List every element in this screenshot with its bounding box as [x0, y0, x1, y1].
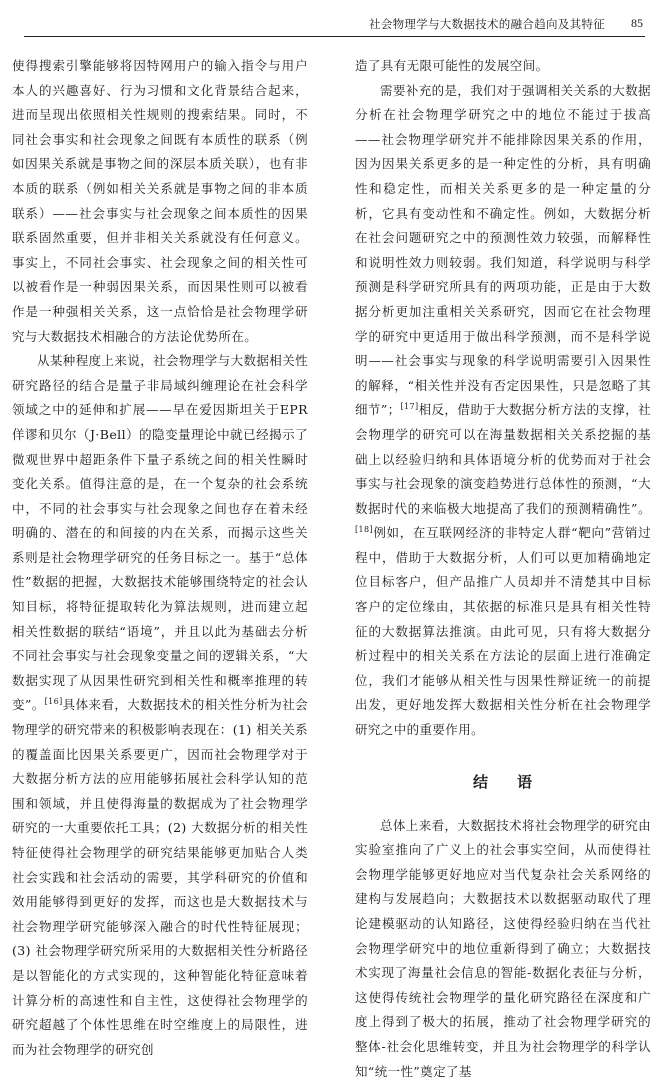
citation: [18]: [355, 525, 374, 535]
paragraph-text: 从某种程度上来说，社会物理学与大数据相关性研究路径的结合是量子非局域纠缠理论在社会科学领域之中的延伸和扩展——早在爱因斯坦关于EPR佯谬和贝尔（J·Bell）的隐变量理论中就已经揭示了微观世界中超距条件下量子系统之间的相关性瞬时变化关系。值得注意的是，在一个复杂的社会系统中，不同的社会事实与社会现象之间也存在着未经明确的、潜在的和间接的内在关系，而揭示这些关系则是社会物理学研究的任务目标之一。基于“总体性”数据的把握，大数据技术能够围绕特定的社会认知目标，将特征提取转化为算法规则，进而建立起相关性数据的联结“语境”，并且以此为基础去分析不同社会事实与社会现象变量之间的逻辑关系，“大数据实现了从因果性研究到相关性和概率推理的转变”。: [12, 353, 308, 713]
paragraph-text: 需要补充的是，我们对于强调相关关系的大数据分析在社会物理学研究之中的地位不能过于拔高——社会物理学研究并不能排除因果关系的作用，因为因果关系更多的是一种定性的分析，具有明确性和稳定性，而相关关系更多的是一种定量的分析，它具有变动性和不确定性。例如，大数据分析在社会问题研究之中的预测性效力较强，而解释性和说明性效力则较弱。我们知道，科学说明与科学预测是科学研究所具有的两项功能，正是由于大数据分析更加注重相关关系研究，因而它在社会物理学的研究中更适用于做出科学预测，而不是科学说明——社会事实与现象的科学说明需要引入因果性的解释，“相关性并没有否定因果性，只是忽略了其细节”；: [355, 82, 651, 418]
section-heading: [355, 771, 651, 792]
paragraph-text: 具体来看，大数据技术的相关性分析为社会物理学的研究带来的积极影响表现在：(1) 相关关系的覆盖面比因果关系要更广，因而社会物理学对于大数据分析方法的应用能够拓展社会科学认知的范围和领域，并且使得海量的数据成为了社会物理学研究的一大重要依托工具；(2) 大数据分析的相关性特征使得社会物理学的研究结果能够更加贴合人类社会实践和社会活动的需要，其学科研究的价值和效用能够得到更好的发挥，而这也是大数据技术与社会物理学研究能够深入融合的时代性特征展现；(3) 社会物理学研究所采用的大数据相关性分析路径是以智能化的方式实现的，这种智能化特征意味着计算分析的高速性和自主性，这使得社会物理学的研究超越了个体性思维在时空维度上的局限性，进而为社会物理学的研究创: [12, 697, 309, 1057]
citation: [17]: [400, 402, 419, 412]
citation: [16]: [44, 697, 63, 707]
page-number: 85: [631, 16, 643, 30]
paragraph: [12, 349, 308, 1062]
right-column: [355, 54, 651, 1084]
paragraph: [355, 79, 651, 743]
left-column: [12, 54, 308, 1062]
paragraph: 总体上来看，大数据技术将社会物理学的研究由实验室推向了广义上的社会事实空间，从而使得社会物理学能够更好地应对当代复杂社会关系网络的建构与发展趋向；大数据技术以数据驱动取代了理论建模驱动的认知路径，这使得经验归纳在当代社会物理学研究中的地位重新得到了确立；大数据技术实现了海量社会信息的智能-数据化表征与分析，这使得传统社会物理学的量化研究路径在深度和广度上得到了极大的拓展，推动了社会物理学研究的整体-社会化思维转变，并且为社会物理学的科学认知“统一性”奠定了基: [355, 817, 651, 1079]
paragraph: 造了具有无限可能性的发展空间。: [355, 58, 549, 73]
running-title: 社会物理学与大数据技术的融合趋向及其特征: [369, 17, 605, 31]
paragraph-text: 相反，借助于大数据分析方法的支撑，社会物理学的研究可以在海量数据相关关系挖掘的基础上以经验归纳和具体语境分析的优势而对于社会事实与社会现象的演变趋势进行总体性的预测，“大数据时代的来临极大地提高了我们的预测精确性”。: [355, 402, 652, 516]
paragraph: 使得搜索引擎能够将因特网用户的输入指令与用户本人的兴趣喜好、行为习惯和文化背景结合起来，进而呈现出依照相关性规则的搜索结果。同时，不同社会事实和社会现象之间既有本质性的联系（例如因果关系就是事物之间的深层本质关联），也有非本质的联系（例如相关关系就是事物之间的非本质联系）——社会事实与社会现象之间本质性的因果联系固然重要，但并非相关关系就没有任何意义。事实上，不同社会事实、社会现象之间的相关性可以被看作是一种弱因果关系，而因果性则可以被看作是一种强相关关系，这一点恰恰是社会物理学研究与大数据技术相融合的方法论优势所在。: [12, 58, 308, 344]
running-header: [24, 10, 645, 37]
paragraph-text: 例如，在互联网经济的非特定人群“靶向”营销过程中，借助于大数据分析，人们可以更加精确地定位目标客户，但产品推广人员却并不清楚其中目标客户的定位缘由，其依据的标准只是具有相关性特征的大数据算法推演。由此可见，只有将大数据分析过程中的相关关系在方法论的层面上进行准确定位，我们才能够从相关性与因果性辩证统一的前提出发，更好地发挥大数据相关性分析在社会物理学研究之中的重要作用。: [355, 525, 651, 738]
section-heading-char: 结: [472, 772, 489, 791]
section-heading-char: 语: [517, 772, 534, 791]
